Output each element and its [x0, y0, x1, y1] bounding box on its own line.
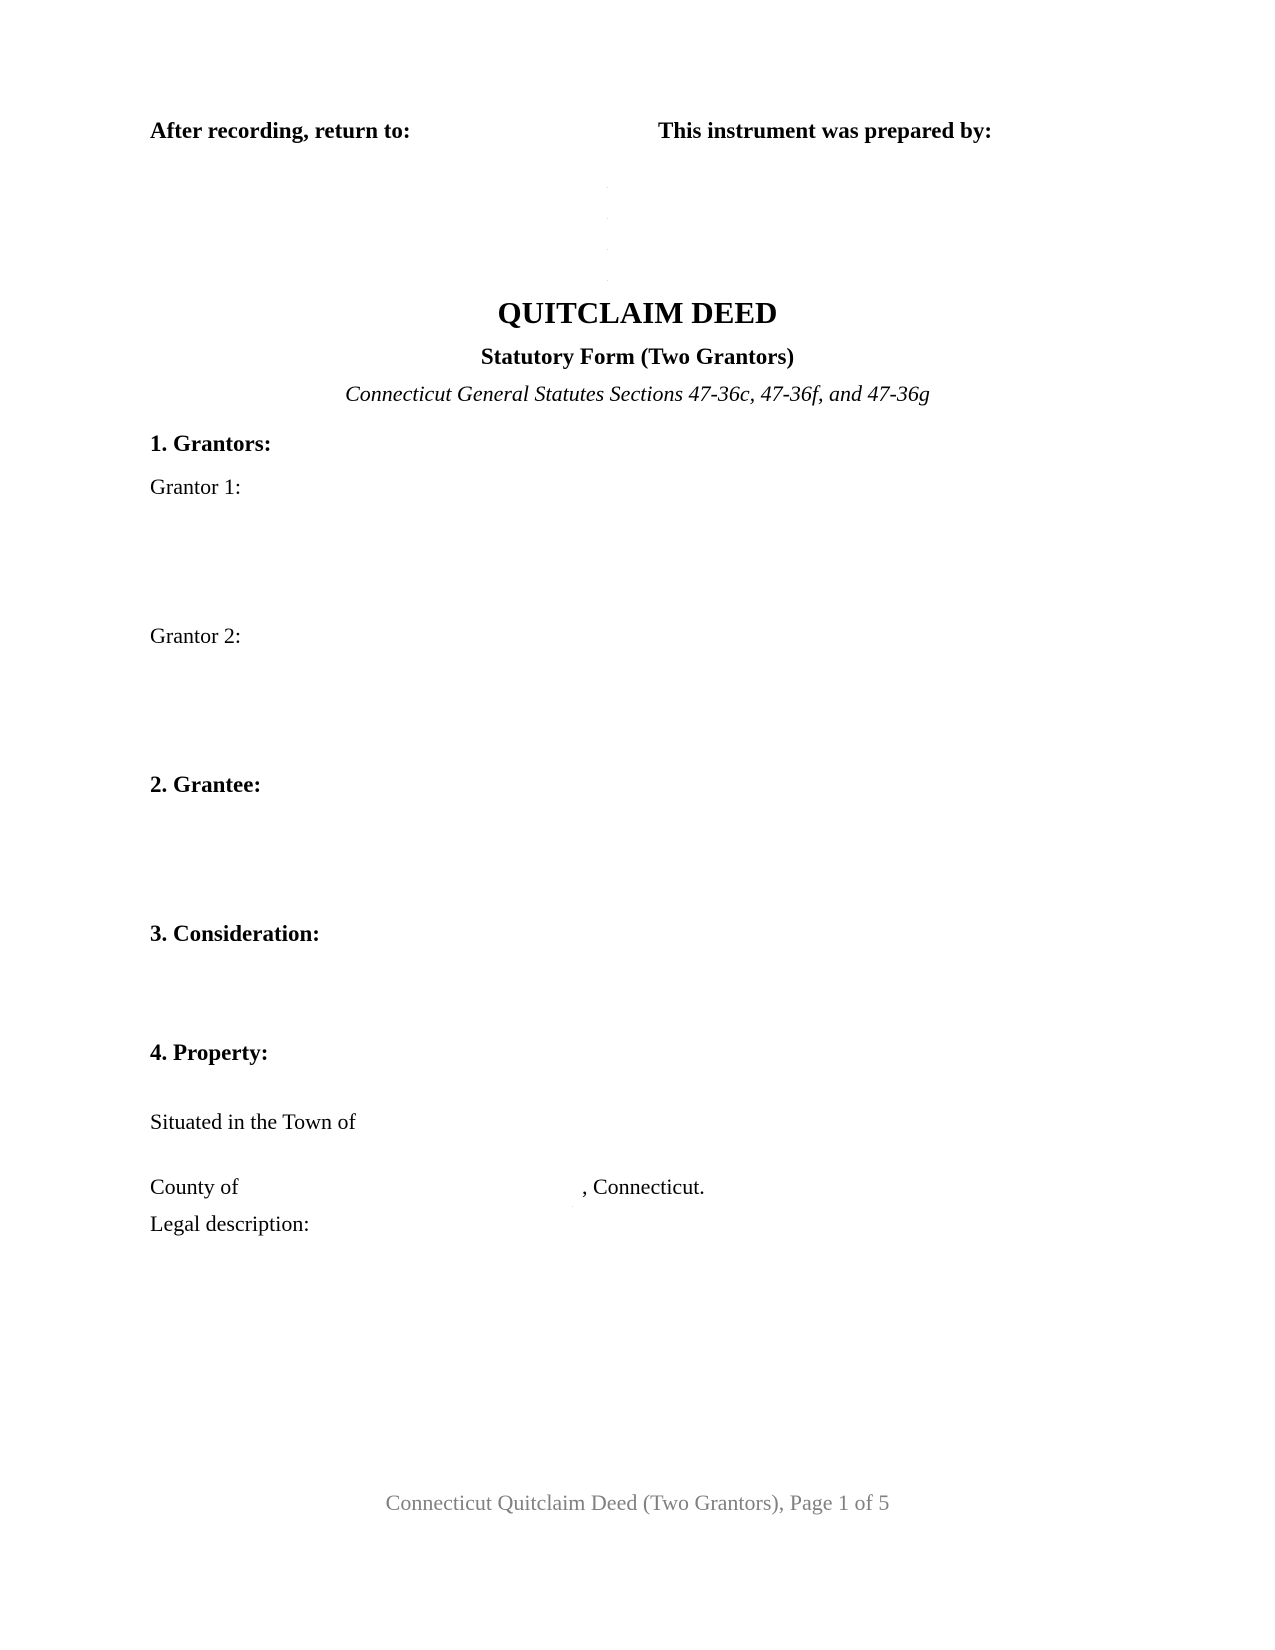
- grantee-heading: 2. Grantee:: [150, 772, 262, 797]
- return-to-label: After recording, return to:: [150, 118, 411, 143]
- legal-description-label: Legal description:: [150, 1211, 310, 1236]
- consideration-heading: 3. Consideration:: [150, 921, 320, 946]
- form-dot: [572, 1206, 573, 1207]
- statutes-reference: Connecticut General Statutes Sections 47-36c, 47-36f, and 47-36g: [345, 381, 930, 406]
- grantors-heading: 1. Grantors:: [150, 431, 272, 456]
- form-dot: [607, 280, 608, 281]
- form-dot: [607, 218, 608, 219]
- town-label: Situated in the Town of: [150, 1109, 356, 1134]
- county-label: County of: [150, 1174, 239, 1199]
- grantor1-label: Grantor 1:: [150, 474, 242, 499]
- form-dot: [607, 187, 608, 188]
- property-heading: 4. Property:: [150, 1040, 269, 1065]
- prepared-by-label: This instrument was prepared by:: [658, 118, 992, 143]
- document-title: QUITCLAIM DEED: [497, 295, 778, 330]
- page-footer: Connecticut Quitclaim Deed (Two Grantors), Page 1 of 5: [385, 1490, 890, 1515]
- document-subtitle: Statutory Form (Two Grantors): [480, 344, 795, 369]
- grantor2-label: Grantor 2:: [150, 623, 242, 648]
- form-dot: [607, 249, 608, 250]
- county-suffix: , Connecticut.: [582, 1174, 705, 1199]
